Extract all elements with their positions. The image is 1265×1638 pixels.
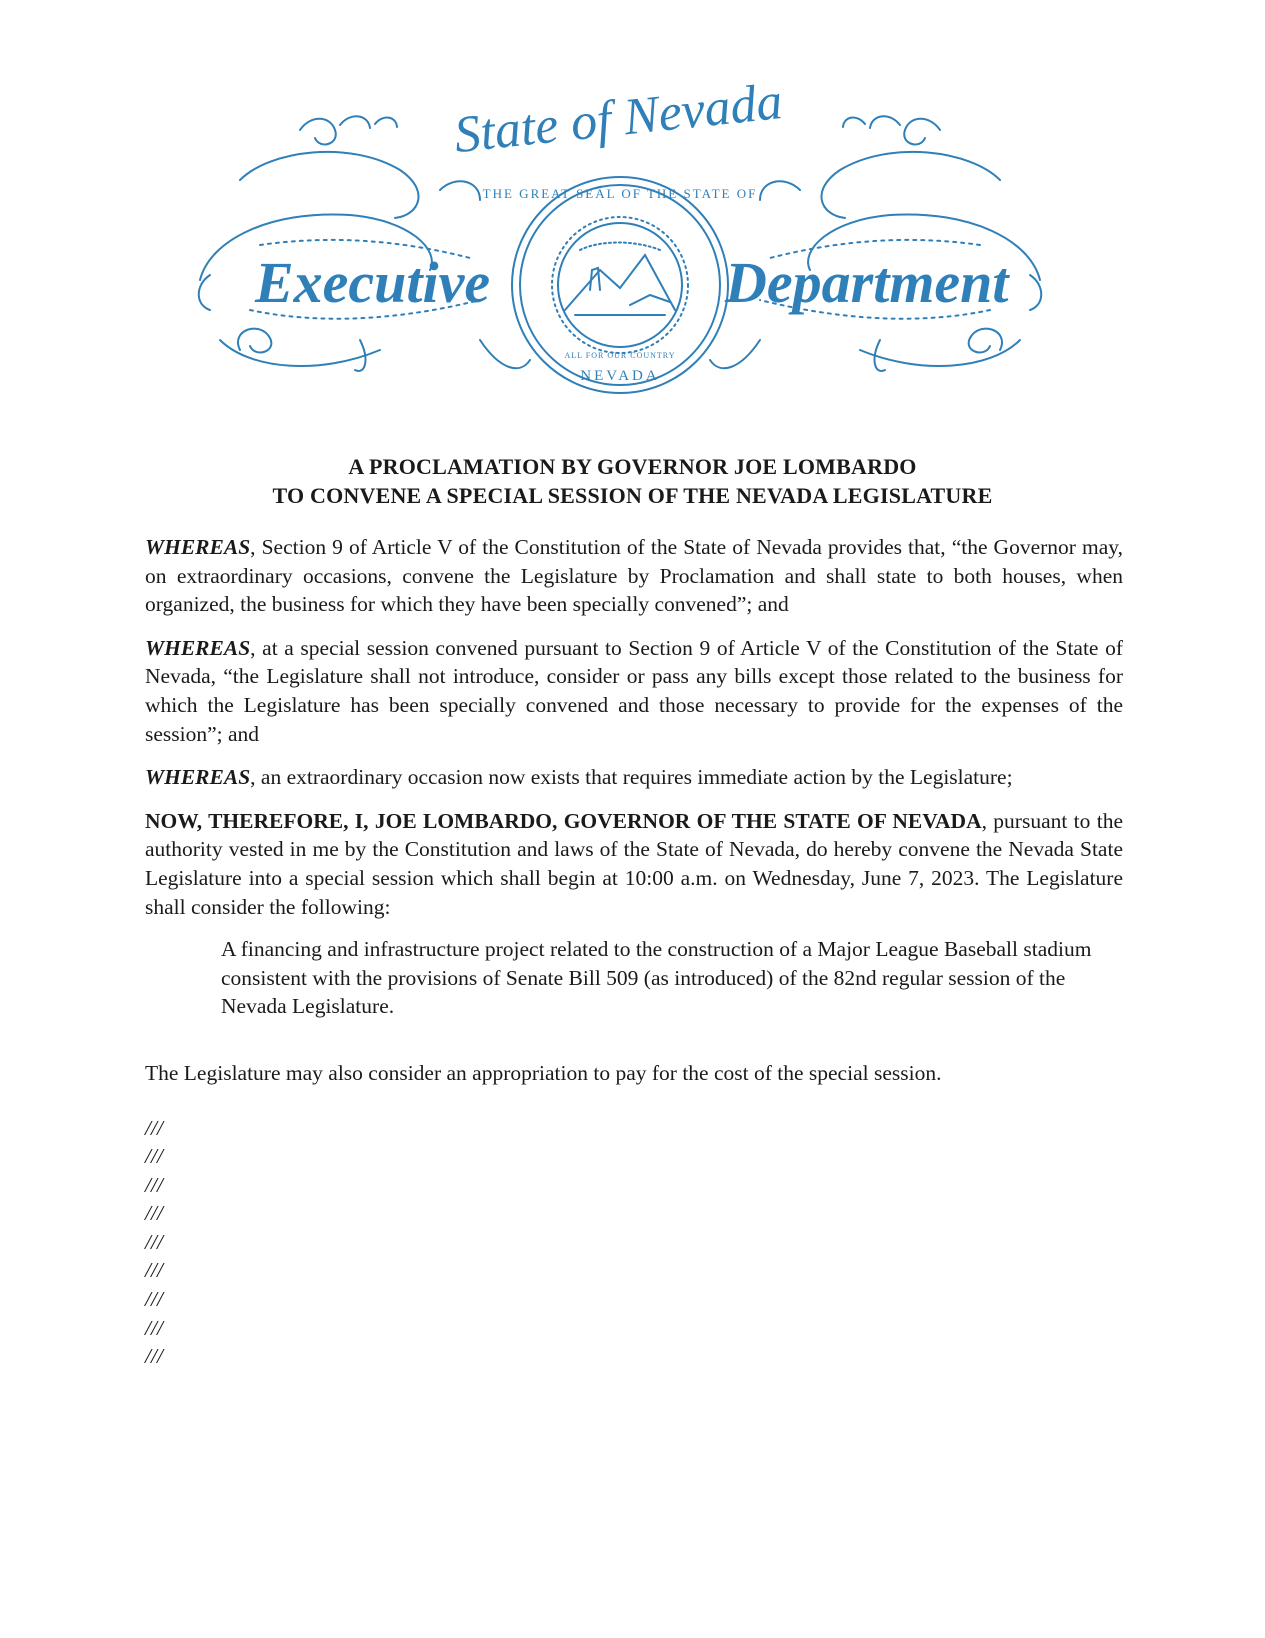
whereas-keyword: WHEREAS (145, 765, 251, 790)
proclamation-body (145, 533, 1123, 1371)
svg-text:THE GREAT SEAL OF THE STATE OF: THE GREAT SEAL OF THE STATE OF (482, 186, 758, 201)
whereas-paragraph-2 (145, 634, 1123, 748)
svg-text:ALL FOR OUR COUNTRY: ALL FOR OUR COUNTRY (564, 351, 676, 360)
whereas-paragraph-1 (145, 533, 1123, 619)
whereas-keyword: WHEREAS (145, 635, 251, 660)
title-line-1: A PROCLAMATION BY GOVERNOR JOE LOMBARDO (348, 454, 917, 479)
continuation-marks (145, 1114, 1123, 1371)
now-therefore-text: , pursuant to the authority vested in me by the Constitution and laws of the State of Nevada, do hereby convene the Nevada State Legislature into a special session which shall begin at 10:00 a.m. on Wednesday, June 7, 2023. The Legislature shall consider the following: (145, 808, 1123, 919)
title-line-2: TO CONVENE A SPECIAL SESSION OF THE NEVADA LEGISLATURE (272, 483, 993, 508)
continuation-mark: /// (145, 1115, 163, 1140)
proclamation-title (0, 452, 1265, 510)
svg-text:NEVADA: NEVADA (580, 368, 660, 384)
whereas-paragraph-3 (145, 763, 1123, 792)
whereas-paragraph-1-text: , Section 9 of Article V of the Constitution of the State of Nevada provides that, “the Governor may, on extraordinary occasions, convene the Legislature by Proclamation and shall state to both houses, when organized, the business for which they have been specially convened”; and (145, 535, 1123, 617)
now-therefore-heading: NOW, THEREFORE, I, JOE LOMBARDO, GOVERNOR OF THE STATE OF NEVADA (145, 808, 982, 833)
closing-paragraph: The Legislature may also consider an appropriation to pay for the cost of the special session. (145, 1060, 942, 1085)
department-word: Department (725, 250, 1009, 315)
state-of-nevada-script: State of Nevada (451, 73, 785, 165)
executive-word: Executive (255, 250, 491, 315)
business-item: A financing and infrastructure project related to the construction of a Major League Baseball stadium consistent with the provisions of Senate Bill 509 (as introduced) of the 82nd regular session of the Nevada Legislature. (221, 937, 1092, 1019)
now-therefore-paragraph (145, 807, 1123, 921)
whereas-paragraph-2-text: , at a special session convened pursuant to Section 9 of Article V of the Constitution of the State of Nevada, “the Legislature shall not introduce, consider or pass any bills except those related to the business for which the Legislature has been specially convened and those necessary to provide for the expenses of the session”; and (145, 635, 1123, 746)
continuation-mark: /// (145, 1287, 163, 1312)
executive-department-letterhead (180, 40, 1060, 410)
continuation-mark: /// (145, 1144, 163, 1169)
continuation-mark: /// (145, 1201, 163, 1226)
continuation-mark: /// (145, 1315, 163, 1340)
whereas-keyword: WHEREAS (145, 535, 251, 559)
whereas-paragraph-3-text: , an extraordinary occasion now exists that requires immediate action by the Legislature; (250, 765, 1013, 790)
continuation-mark: /// (145, 1258, 163, 1283)
continuation-mark: /// (145, 1229, 163, 1254)
continuation-mark: /// (145, 1172, 163, 1197)
continuation-mark: /// (145, 1344, 163, 1369)
